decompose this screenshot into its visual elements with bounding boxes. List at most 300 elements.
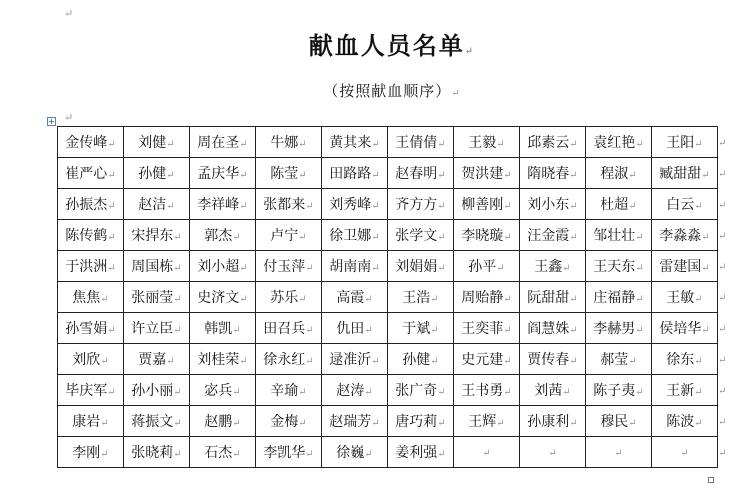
cell-end-mark: ↵ xyxy=(232,418,241,429)
donor-name-cell[interactable] xyxy=(388,344,454,375)
cell-end-mark: ↵ xyxy=(635,325,644,336)
donor-name: 于斌 xyxy=(402,321,431,337)
cell-end-mark: ↵ xyxy=(173,232,182,243)
cell-end-mark: ↵ xyxy=(701,263,710,274)
cell-end-mark: ↵ xyxy=(100,418,109,429)
donor-name-cell[interactable] xyxy=(124,406,190,437)
donor-name: 刘小东 xyxy=(527,197,570,213)
donor-name: 徐巍 xyxy=(336,445,365,461)
donor-name: 王阳 xyxy=(666,135,695,151)
cell-end-mark: ↵ xyxy=(298,232,307,243)
cell-end-mark: ↵ xyxy=(437,418,446,429)
donor-name: 赵涛 xyxy=(336,383,365,399)
cell-end-mark: ↵ xyxy=(298,294,307,305)
cell-end-mark: ↵ xyxy=(503,356,512,367)
donor-name-cell[interactable] xyxy=(322,344,388,375)
donor-name-cell[interactable] xyxy=(388,158,454,189)
cell-end-mark: ↵ xyxy=(701,232,710,243)
donor-name-cell[interactable] xyxy=(586,251,652,282)
donor-name: 史元建 xyxy=(461,352,504,368)
donor-name-cell[interactable] xyxy=(322,313,388,344)
donor-name-cell[interactable] xyxy=(58,158,124,189)
donor-name-cell[interactable] xyxy=(256,158,322,189)
donor-name: 雷建国 xyxy=(659,259,702,275)
donor-name: 李凯华 xyxy=(263,445,306,461)
cell-end-mark: ↵ xyxy=(371,170,380,181)
cell-end-mark: ↵ xyxy=(298,139,307,150)
donor-name-cell[interactable] xyxy=(520,344,586,375)
donor-name: 张丽莹 xyxy=(131,290,174,306)
cell-end-mark: ↵ xyxy=(496,139,505,150)
donor-name: 徐永红 xyxy=(263,352,306,368)
cell-end-mark: ↵ xyxy=(107,139,116,150)
cell-end-mark: ↵ xyxy=(173,294,182,305)
donor-name-cell[interactable] xyxy=(586,406,652,437)
donor-name: 李淼淼 xyxy=(659,228,702,244)
donor-name: 孙平 xyxy=(468,259,497,275)
donor-name-cell[interactable] xyxy=(58,251,124,282)
cell-end-mark: ↵ xyxy=(628,356,637,367)
cell-end-mark: ↵ xyxy=(569,356,578,367)
donor-name-cell[interactable] xyxy=(652,251,718,282)
donor-name: 陈传鹤 xyxy=(65,228,108,244)
donor-name-cell[interactable] xyxy=(520,158,586,189)
cell-end-mark: ↵ xyxy=(562,263,571,274)
row-end-mark: ↵ xyxy=(718,417,727,428)
donor-name-cell[interactable] xyxy=(454,189,520,220)
donor-name-cell[interactable] xyxy=(124,437,190,468)
cell-end-mark: ↵ xyxy=(437,201,446,212)
donor-name-cell[interactable] xyxy=(190,158,256,189)
donor-name: 邹壮壮 xyxy=(593,228,636,244)
cell-end-mark: ↵ xyxy=(166,201,175,212)
donor-name: 侯培华 xyxy=(659,321,702,337)
donor-name-cell[interactable] xyxy=(190,437,256,468)
donor-name-cell[interactable] xyxy=(124,282,190,313)
donor-name-cell[interactable] xyxy=(388,313,454,344)
row-end-mark: ↵ xyxy=(718,324,727,335)
donor-name-cell[interactable] xyxy=(322,220,388,251)
cell-end-mark: ↵ xyxy=(371,263,380,274)
donor-name: 高霞 xyxy=(336,290,365,306)
cell-end-mark: ↵ xyxy=(239,139,248,150)
cell-end-mark: ↵ xyxy=(364,294,373,305)
donor-name-cell[interactable] xyxy=(454,127,520,158)
donor-roster-table xyxy=(57,126,727,468)
cell-end-mark: ↵ xyxy=(437,232,446,243)
donor-name: 刘茜 xyxy=(534,383,563,399)
donor-name: 毕庆军 xyxy=(65,383,108,399)
cell-end-mark: ↵ xyxy=(628,170,637,181)
cell-end-mark: ↵ xyxy=(437,449,446,460)
donor-name-cell[interactable] xyxy=(652,282,718,313)
cell-end-mark: ↵ xyxy=(503,325,512,336)
donor-name-cell[interactable] xyxy=(190,344,256,375)
donor-name: 臧甜甜 xyxy=(659,166,702,182)
donor-name: 仇田 xyxy=(336,321,365,337)
donor-name-cell[interactable] xyxy=(322,189,388,220)
row-end-mark: ↵ xyxy=(718,169,727,180)
donor-name: 孙雪娟 xyxy=(65,321,108,337)
donor-name: 刘娟娟 xyxy=(395,259,438,275)
donor-name-cell[interactable] xyxy=(586,344,652,375)
table-row xyxy=(58,158,727,189)
donor-name-cell[interactable] xyxy=(124,189,190,220)
table-row xyxy=(58,313,727,344)
cell-end-mark: ↵ xyxy=(173,263,182,274)
donor-name: 周国栋 xyxy=(131,259,174,275)
donor-name-cell[interactable] xyxy=(586,282,652,313)
donor-name-cell[interactable] xyxy=(652,127,718,158)
donor-name: 王书勇 xyxy=(461,383,504,399)
donor-name-cell[interactable] xyxy=(124,220,190,251)
donor-name: 孙健 xyxy=(138,166,167,182)
donor-name-cell[interactable] xyxy=(190,406,256,437)
cell-end-mark: ↵ xyxy=(239,294,248,305)
donor-name-cell[interactable] xyxy=(388,375,454,406)
donor-name-cell[interactable] xyxy=(388,282,454,313)
donor-name: 齐方方 xyxy=(395,197,438,213)
cell-end-mark: ↵ xyxy=(173,387,182,398)
cell-end-mark: ↵ xyxy=(298,387,307,398)
donor-name-cell[interactable] xyxy=(454,437,520,468)
donor-name-cell[interactable] xyxy=(58,344,124,375)
donor-name: 阮甜甜 xyxy=(527,290,570,306)
donor-name-cell[interactable] xyxy=(586,158,652,189)
cell-end-mark: ↵ xyxy=(371,139,380,150)
cell-end-mark: ↵ xyxy=(107,201,116,212)
donor-name-cell[interactable] xyxy=(454,344,520,375)
donor-name-cell[interactable] xyxy=(652,158,718,189)
donor-name-cell[interactable] xyxy=(454,313,520,344)
donor-name-cell[interactable] xyxy=(652,313,718,344)
donor-name: 赵洁 xyxy=(138,197,167,213)
cell-end-mark: ↵ xyxy=(614,448,623,459)
donor-name: 黄其来 xyxy=(329,135,372,151)
cell-end-mark: ↵ xyxy=(503,294,512,305)
document-title: 献血人员名单↵ xyxy=(308,31,476,60)
donor-name: 陈子夷 xyxy=(593,383,636,399)
donor-name-cell[interactable] xyxy=(190,282,256,313)
cell-end-mark: ↵ xyxy=(635,139,644,150)
donor-name-cell[interactable] xyxy=(388,189,454,220)
cell-end-mark: ↵ xyxy=(100,356,109,367)
donor-name: 苏乐 xyxy=(270,290,299,306)
cell-end-mark: ↵ xyxy=(173,418,182,429)
donor-name: 刘健 xyxy=(138,135,167,151)
cell-end-mark: ↵ xyxy=(496,418,505,429)
donor-name-cell[interactable] xyxy=(652,406,718,437)
donor-name-cell[interactable] xyxy=(586,189,652,220)
donor-name-cell[interactable] xyxy=(652,220,718,251)
donor-name: 牛娜 xyxy=(270,135,299,151)
donor-name: 张学文 xyxy=(395,228,438,244)
cell-end-mark: ↵ xyxy=(569,170,578,181)
donor-name: 王鑫 xyxy=(534,259,563,275)
row-end-mark: ↵ xyxy=(718,138,727,149)
donor-name-cell[interactable] xyxy=(454,251,520,282)
donor-name-cell[interactable] xyxy=(190,375,256,406)
donor-name: 宓兵 xyxy=(204,383,233,399)
cell-end-mark: ↵ xyxy=(503,170,512,181)
cell-end-mark: ↵ xyxy=(437,387,446,398)
cell-end-mark: ↵ xyxy=(496,263,505,274)
donor-name-cell[interactable] xyxy=(520,282,586,313)
table-resize-handle-icon[interactable] xyxy=(708,477,714,483)
donor-name-cell[interactable] xyxy=(454,406,520,437)
donor-name-cell[interactable] xyxy=(652,375,718,406)
donor-name: 史济文 xyxy=(197,290,240,306)
donor-name-cell[interactable] xyxy=(652,344,718,375)
donor-name-cell[interactable] xyxy=(256,127,322,158)
cell-end-mark: ↵ xyxy=(430,294,439,305)
donor-name-cell[interactable] xyxy=(520,189,586,220)
cell-end-mark: ↵ xyxy=(694,294,703,305)
donor-name-cell[interactable] xyxy=(652,437,718,468)
donor-name: 胡南南 xyxy=(329,259,372,275)
donor-name-cell[interactable] xyxy=(256,375,322,406)
cell-end-mark: ↵ xyxy=(100,449,109,460)
donor-name: 付玉萍 xyxy=(263,259,306,275)
donor-name-cell[interactable] xyxy=(520,437,586,468)
cell-end-mark: ↵ xyxy=(503,387,512,398)
cell-end-mark: ↵ xyxy=(569,294,578,305)
donor-name: 王新 xyxy=(666,383,695,399)
donor-name: 邱素云 xyxy=(527,135,570,151)
donor-name: 杜超 xyxy=(600,197,629,213)
donor-name: 刘小超 xyxy=(197,259,240,275)
donor-name-cell[interactable] xyxy=(58,127,124,158)
table-row xyxy=(58,220,727,251)
donor-name-cell[interactable] xyxy=(190,313,256,344)
donor-name-cell[interactable] xyxy=(586,220,652,251)
donor-name-cell[interactable] xyxy=(124,313,190,344)
donor-name-cell[interactable] xyxy=(256,282,322,313)
donor-name: 赵鹏 xyxy=(204,414,233,430)
donor-name: 崔严心 xyxy=(65,166,108,182)
donor-name-cell[interactable] xyxy=(322,282,388,313)
table-move-handle-icon[interactable] xyxy=(47,117,56,126)
cell-end-mark: ↵ xyxy=(437,263,446,274)
donor-name: 李祥峰 xyxy=(197,197,240,213)
cell-end-mark: ↵ xyxy=(635,263,644,274)
donor-name: 阎慧姝 xyxy=(527,321,570,337)
donor-name-cell[interactable] xyxy=(322,437,388,468)
cell-end-mark: ↵ xyxy=(371,418,380,429)
donor-name: 刘桂荣 xyxy=(197,352,240,368)
table-row xyxy=(58,344,727,375)
donor-name-cell[interactable] xyxy=(58,282,124,313)
cell-end-mark: ↵ xyxy=(503,201,512,212)
donor-name-cell[interactable] xyxy=(256,437,322,468)
cell-end-mark: ↵ xyxy=(680,448,689,459)
cell-end-mark: ↵ xyxy=(232,449,241,460)
cell-end-mark: ↵ xyxy=(173,449,182,460)
donor-name: 贾传春 xyxy=(527,352,570,368)
donor-name: 李赫男 xyxy=(593,321,636,337)
donor-name: 徐东 xyxy=(666,352,695,368)
donor-name-cell[interactable] xyxy=(58,406,124,437)
donor-name-cell[interactable] xyxy=(388,437,454,468)
cell-end-mark: ↵ xyxy=(694,418,703,429)
donor-name: 贾嘉 xyxy=(138,352,167,368)
cell-end-mark: ↵ xyxy=(430,356,439,367)
row-end-mark: ↵ xyxy=(718,231,727,242)
donor-name-cell[interactable] xyxy=(256,313,322,344)
donor-name-cell[interactable] xyxy=(58,313,124,344)
donor-name: 孙振杰 xyxy=(65,197,108,213)
donor-name: 汪金霞 xyxy=(527,228,570,244)
cell-end-mark: ↵ xyxy=(166,139,175,150)
donor-name-cell[interactable] xyxy=(454,220,520,251)
cell-end-mark: ↵ xyxy=(548,448,557,459)
donor-name-cell[interactable] xyxy=(586,127,652,158)
donor-name-cell[interactable] xyxy=(256,344,322,375)
table-row xyxy=(58,127,727,158)
donor-name: 周贻静 xyxy=(461,290,504,306)
cell-end-mark: ↵ xyxy=(305,263,314,274)
cell-end-mark: ↵ xyxy=(482,448,491,459)
donor-name-cell[interactable] xyxy=(388,406,454,437)
donor-name-cell[interactable] xyxy=(190,127,256,158)
donor-name-cell[interactable] xyxy=(586,313,652,344)
cell-end-mark: ↵ xyxy=(569,139,578,150)
donor-name-cell[interactable] xyxy=(58,437,124,468)
donor-name-cell[interactable] xyxy=(586,437,652,468)
donor-name: 孙康利 xyxy=(527,414,570,430)
donor-name-cell[interactable] xyxy=(388,127,454,158)
cell-end-mark: ↵ xyxy=(100,294,109,305)
donor-name-cell[interactable] xyxy=(520,313,586,344)
row-end-mark: ↵ xyxy=(718,293,727,304)
donor-name-cell[interactable] xyxy=(190,251,256,282)
donor-name: 庄福静 xyxy=(593,290,636,306)
cell-end-mark: ↵ xyxy=(569,418,578,429)
donor-name-cell[interactable] xyxy=(256,251,322,282)
donor-name: 孙健 xyxy=(402,352,431,368)
donor-name: 赵瑞芳 xyxy=(329,414,372,430)
cell-end-mark: ↵ xyxy=(635,232,644,243)
donor-name: 陈波 xyxy=(666,414,695,430)
donor-name: 张都来 xyxy=(263,197,306,213)
donor-name-cell[interactable] xyxy=(256,189,322,220)
cell-end-mark: ↵ xyxy=(628,418,637,429)
donor-name-cell[interactable] xyxy=(652,189,718,220)
cell-end-mark: ↵ xyxy=(107,325,116,336)
cell-end-mark: ↵ xyxy=(437,139,446,150)
donor-name-cell[interactable] xyxy=(256,406,322,437)
donor-name: 郝莹 xyxy=(600,352,629,368)
paragraph-mark: ↵ xyxy=(64,111,74,124)
donor-name-cell[interactable] xyxy=(322,375,388,406)
row-end-mark: ↵ xyxy=(718,448,727,459)
cell-end-mark: ↵ xyxy=(694,201,703,212)
donor-name: 柳善刚 xyxy=(461,197,504,213)
cell-end-mark: ↵ xyxy=(239,263,248,274)
table-row xyxy=(58,406,727,437)
donor-name-cell[interactable] xyxy=(124,127,190,158)
donor-name-cell[interactable] xyxy=(256,220,322,251)
donor-name-cell[interactable] xyxy=(322,127,388,158)
donor-name: 许立臣 xyxy=(131,321,174,337)
table-row xyxy=(58,189,727,220)
table-row xyxy=(58,375,727,406)
donor-name: 王倩倩 xyxy=(395,135,438,151)
donor-name-cell[interactable] xyxy=(124,158,190,189)
donor-name-cell[interactable] xyxy=(586,375,652,406)
cell-end-mark: ↵ xyxy=(305,356,314,367)
donor-name-cell[interactable] xyxy=(520,220,586,251)
cell-end-mark: ↵ xyxy=(430,325,439,336)
donor-name: 姜利强 xyxy=(395,445,438,461)
donor-name-cell[interactable] xyxy=(520,406,586,437)
donor-name-cell[interactable] xyxy=(388,251,454,282)
donor-name: 逯准沂 xyxy=(329,352,372,368)
donor-name: 程淑 xyxy=(600,166,629,182)
donor-name-cell[interactable] xyxy=(58,189,124,220)
donor-name: 刘秀峰 xyxy=(329,197,372,213)
donor-name-cell[interactable] xyxy=(322,406,388,437)
donor-name-cell[interactable] xyxy=(58,220,124,251)
cell-end-mark: ↵ xyxy=(701,325,710,336)
donor-name: 田路路 xyxy=(329,166,372,182)
cell-end-mark: ↵ xyxy=(107,263,116,274)
row-end-mark: ↵ xyxy=(718,386,727,397)
cell-end-mark: ↵ xyxy=(107,170,116,181)
table-row xyxy=(58,437,727,468)
donor-name: 石杰 xyxy=(204,445,233,461)
donor-name: 王毅 xyxy=(468,135,497,151)
donor-name-cell[interactable] xyxy=(520,251,586,282)
donor-name: 李晓璇 xyxy=(461,228,504,244)
donor-name-cell[interactable] xyxy=(124,344,190,375)
donor-name-cell[interactable] xyxy=(124,375,190,406)
donor-name: 白云 xyxy=(666,197,695,213)
donor-name-cell[interactable] xyxy=(520,127,586,158)
donor-name: 隋晓春 xyxy=(527,166,570,182)
donor-name-cell[interactable] xyxy=(520,375,586,406)
cell-end-mark: ↵ xyxy=(569,325,578,336)
cell-end-mark: ↵ xyxy=(364,449,373,460)
cell-end-mark: ↵ xyxy=(437,170,446,181)
donor-name: 宋捍东 xyxy=(131,228,174,244)
cell-end-mark: ↵ xyxy=(232,232,241,243)
cell-end-mark: ↵ xyxy=(364,387,373,398)
donor-name: 王敏 xyxy=(666,290,695,306)
donor-name: 李刚 xyxy=(72,445,101,461)
cell-end-mark: ↵ xyxy=(628,201,637,212)
cell-end-mark: ↵ xyxy=(635,387,644,398)
donor-name: 袁红艳 xyxy=(593,135,636,151)
cell-end-mark: ↵ xyxy=(232,387,241,398)
donor-name-cell[interactable] xyxy=(454,375,520,406)
donor-name-cell[interactable] xyxy=(190,189,256,220)
donor-name-cell[interactable] xyxy=(454,158,520,189)
table-row xyxy=(58,282,727,313)
donor-name-cell[interactable] xyxy=(322,158,388,189)
donor-name: 贺洪建 xyxy=(461,166,504,182)
donor-name: 刘欣 xyxy=(72,352,101,368)
donor-name-cell[interactable] xyxy=(388,220,454,251)
donor-name-cell[interactable] xyxy=(190,220,256,251)
donor-name-cell[interactable] xyxy=(454,282,520,313)
donor-name: 焦焦 xyxy=(72,290,101,306)
donor-name-cell[interactable] xyxy=(322,251,388,282)
cell-end-mark: ↵ xyxy=(701,170,710,181)
donor-name-cell[interactable] xyxy=(58,375,124,406)
donor-name-cell[interactable] xyxy=(124,251,190,282)
donor-name: 赵春明 xyxy=(395,166,438,182)
